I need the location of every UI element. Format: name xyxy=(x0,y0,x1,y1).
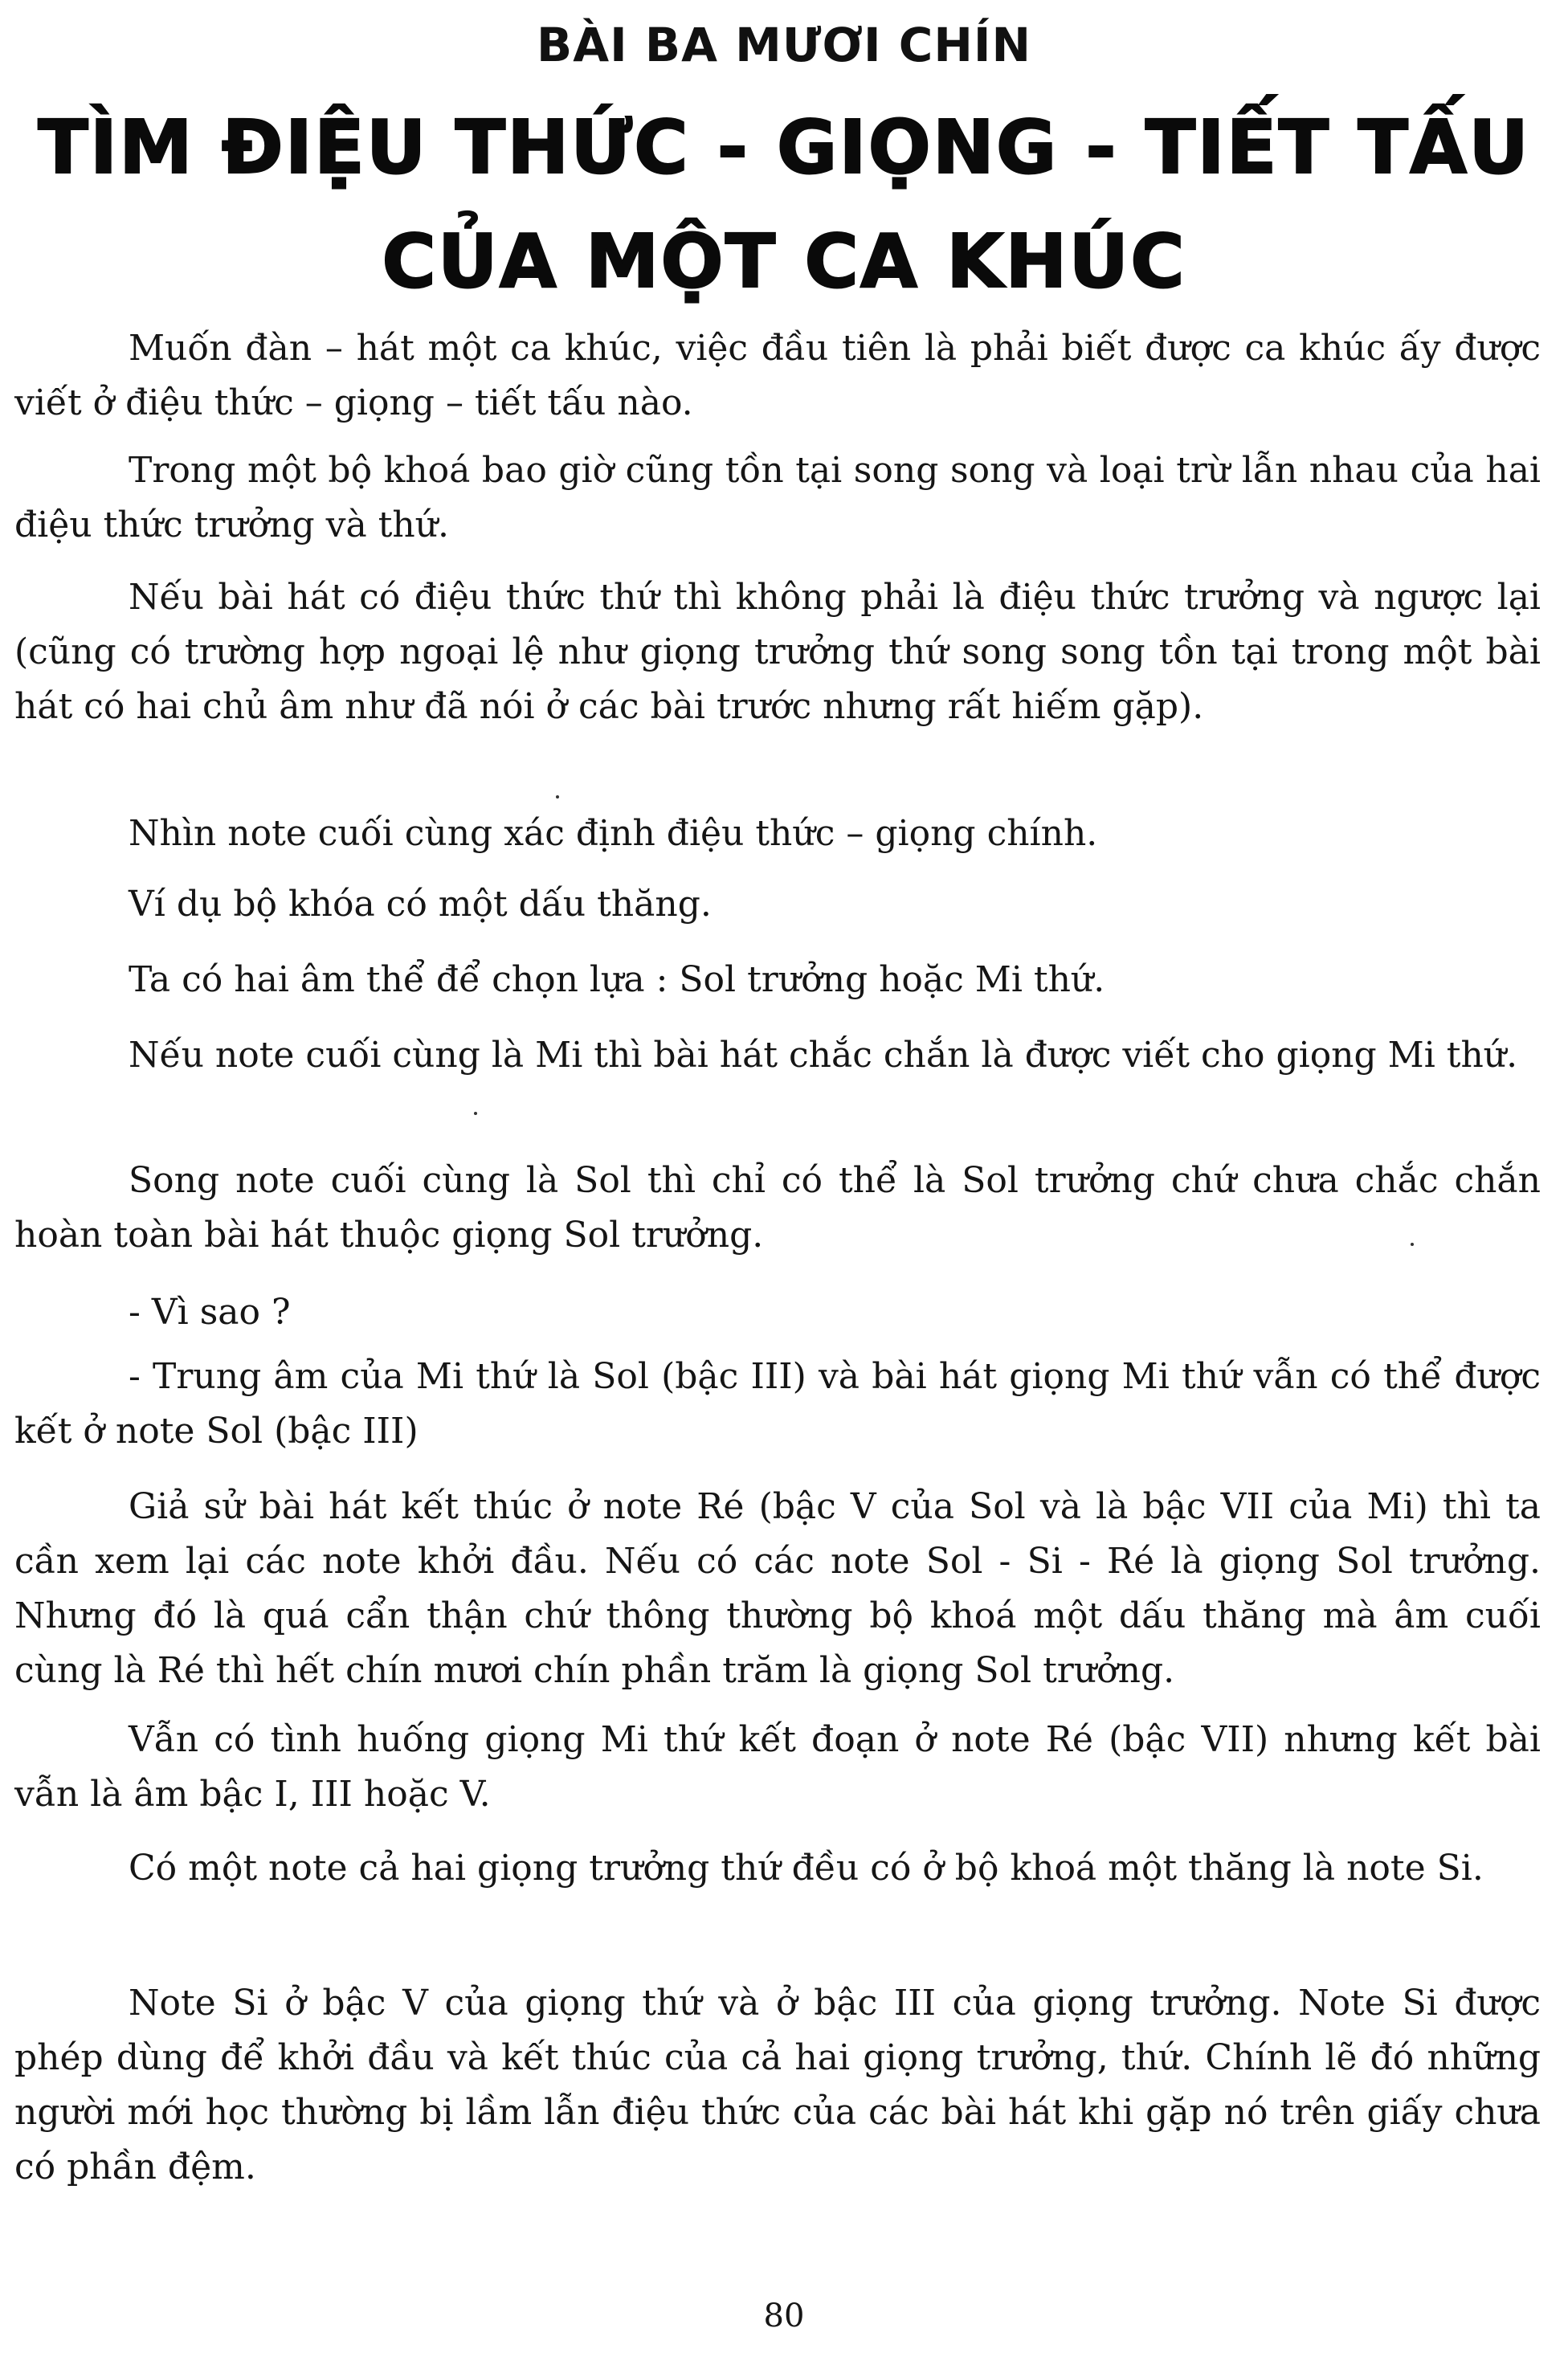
paragraph: Vẫn có tình huống giọng Mi thứ kết đoạn ở note Ré (bậc VII) nhưng kết bài vẫn là âm bậc I, III hoặc V. xyxy=(14,1719,1541,1815)
paragraph: Muốn đàn – hát một ca khúc, việc đầu tiên là phải biết được ca khúc ấy được viết ở điệu thức – giọng – tiết tấu nào. xyxy=(14,328,1541,423)
page-number: 80 xyxy=(763,2298,805,2334)
paragraph: Ta có hai âm thể để chọn lựa : Sol trưởng hoặc Mi thứ. xyxy=(129,959,1105,1000)
scan-speck xyxy=(556,795,559,799)
paragraph: Nếu bài hát có điệu thức thứ thì không phải là điệu thức trưởng và ngược lại (cũng có trường hợp ngoại lệ như giọng trưởng thứ song song tồn tại trong một bài hát có hai chủ âm như đã nói ở các bài trước nhưng rất hiếm gặp). xyxy=(14,577,1541,727)
scan-speck xyxy=(474,1112,477,1115)
lesson-label: BÀI BA MƯƠI CHÍN xyxy=(537,18,1031,72)
paragraph: Nhìn note cuối cùng xác định điệu thức – giọng chính. xyxy=(129,813,1098,854)
paragraph: Note Si ở bậc V của giọng thứ và ở bậc III của giọng trưởng. Note Si được phép dùng để khởi đầu và kết thúc của cả hai giọng trưởng, thứ. Chính lẽ đó những người mới học thường bị lầm lẫn điệu thức của các bài hát khi gặp nó trên giấy chưa có phần đệm. xyxy=(14,1983,1541,2187)
paragraph: Ví dụ bộ khóa có một dấu thăng. xyxy=(129,884,712,925)
paragraph: Trong một bộ khoá bao giờ cũng tồn tại song song và loại trừ lẫn nhau của hai điệu thức trưởng và thứ. xyxy=(14,450,1541,545)
paragraph: - Vì sao ? xyxy=(129,1292,291,1333)
scan-speck xyxy=(1411,1243,1414,1246)
page-title-line-2: CỦA MỘT CA KHÚC xyxy=(382,219,1186,304)
paragraph: Có một note cả hai giọng trưởng thứ đều có ở bộ khoá một thăng là note Si. xyxy=(129,1848,1484,1889)
paragraph: - Trung âm của Mi thứ là Sol (bậc III) và bài hát giọng Mi thứ vẫn có thể được kết ở note Sol (bậc III) xyxy=(14,1356,1541,1452)
paragraph: Giả sử bài hát kết thúc ở note Ré (bậc V của Sol và là bậc VII của Mi) thì ta cần xem lại các note khởi đầu. Nếu có các note Sol - Si - Ré là giọng Sol trưởng. Nhưng đó là quá cẩn thận chứ thông thường bộ khoá một dấu thăng mà âm cuối cùng là Ré thì hết chín mươi chín phần trăm là giọng Sol trưởng. xyxy=(14,1486,1541,1691)
page-title-line-1: TÌM ĐIỆU THỨC - GIỌNG - TIẾT TẤU xyxy=(38,104,1530,190)
paragraph: Song note cuối cùng là Sol thì chỉ có thể là Sol trưởng chứ chưa chắc chắn hoàn toàn bài hát thuộc giọng Sol trưởng. xyxy=(14,1160,1541,1256)
paragraph: Nếu note cuối cùng là Mi thì bài hát chắc chắn là được viết cho giọng Mi thứ. xyxy=(129,1035,1518,1076)
